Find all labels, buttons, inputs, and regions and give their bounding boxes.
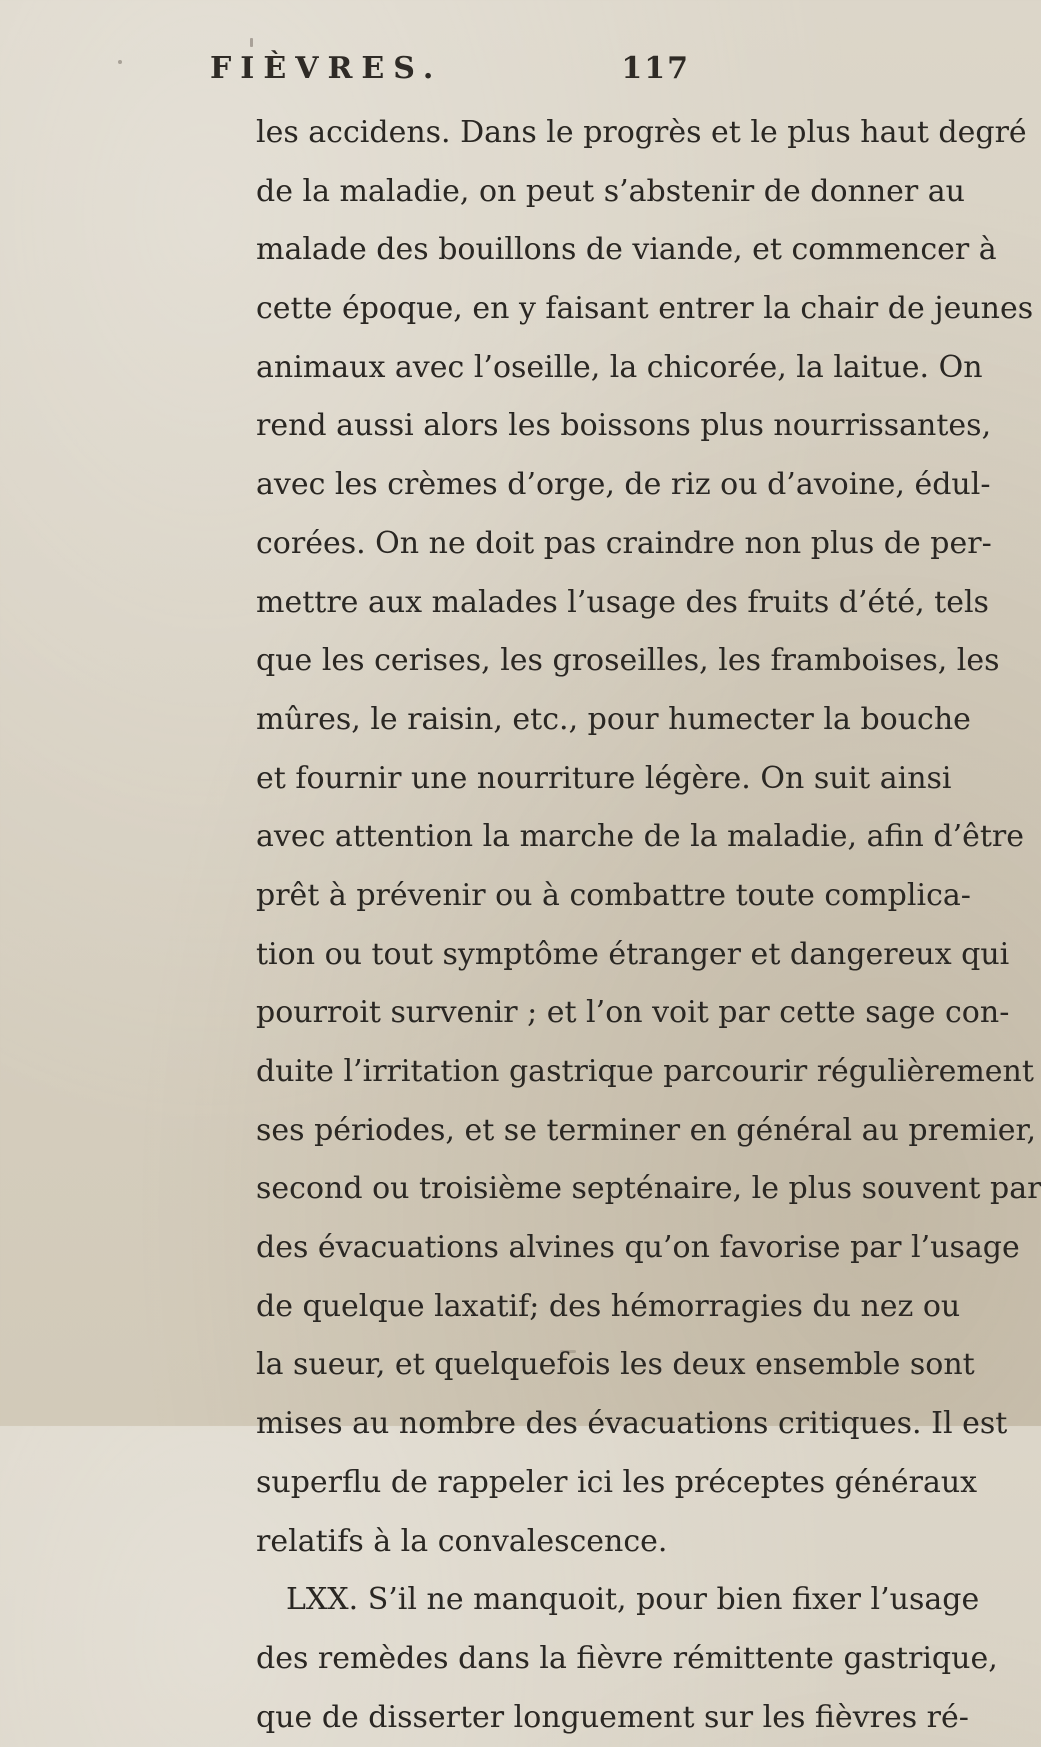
text-line: second ou troisième septénaire, le plus souvent par [256, 1171, 1041, 1207]
text-line: animaux avec l’oseille, la chicorée, la laitue. On [256, 349, 983, 385]
text-line: de quelque laxatif; des hémorragies du nez ou [256, 1288, 961, 1324]
paper-speck [560, 1350, 576, 1353]
text-line: malade des bouillons de viande, et commencer à [256, 232, 997, 268]
text-line: rend aussi alors les boissons plus nourrissantes, [256, 408, 992, 444]
text-line: les accidens. Dans le progrès et le plus haut degré [256, 115, 1027, 150]
text-line: avec attention la marche de la maladie, afin d’être [256, 819, 1025, 855]
text-line: superflu de rappeler ici les préceptes généraux [256, 1464, 978, 1500]
text-line: que de disserter longuement sur les fièvres ré- [256, 1699, 969, 1735]
text-line: pourroit survenir ; et l’on voit par cette sage con- [256, 995, 1010, 1031]
paper-speck [118, 60, 122, 64]
page-number: 117 [621, 50, 690, 86]
paper-speck [250, 38, 253, 47]
body-text [256, 104, 1041, 1747]
text-line: des remèdes dans la fièvre rémittente gastrique, [256, 1640, 998, 1676]
text-line: et fournir une nourriture légère. On suit ainsi [256, 760, 952, 796]
text-line: des évacuations alvines qu’on favorise par l’usage [256, 1230, 1020, 1266]
text-line: ses périodes, et se terminer en général au premier, [256, 1112, 1037, 1148]
text-line: que les cerises, les groseilles, les framboises, les [256, 643, 1000, 679]
text-line: corées. On ne doit pas craindre non plus de per- [256, 525, 992, 561]
text-line: avec les crèmes d’orge, de riz ou d’avoine, édul- [256, 467, 991, 503]
text-line: duite l’irritation gastrique parcourir régulièrement [256, 1054, 1034, 1089]
text-line: mûres, le raisin, etc., pour humecter la bouche [256, 701, 971, 737]
text-line: la sueur, et quelquefois les deux ensemble sont [256, 1347, 975, 1383]
text-line: mettre aux malades l’usage des fruits d’été, tels [256, 584, 989, 620]
text-line: de la maladie, on peut s’abstenir de donner au [256, 173, 965, 209]
text-line: LXX. S’il ne manquoit, pour bien fixer l’usage [286, 1582, 980, 1618]
text-line: tion ou tout symptôme étranger et dangereux qui [256, 936, 1010, 972]
running-title: FIÈVRES. [210, 50, 443, 86]
text-line: cette époque, en y faisant entrer la chair de jeunes [256, 291, 1034, 327]
text-line: relatifs à la convalescence. [256, 1523, 668, 1559]
text-line: mises au nombre des évacuations critiques. Il est [256, 1406, 1008, 1442]
page-header [210, 46, 690, 90]
text-line: prêt à prévenir ou à combattre toute complica- [256, 877, 971, 913]
